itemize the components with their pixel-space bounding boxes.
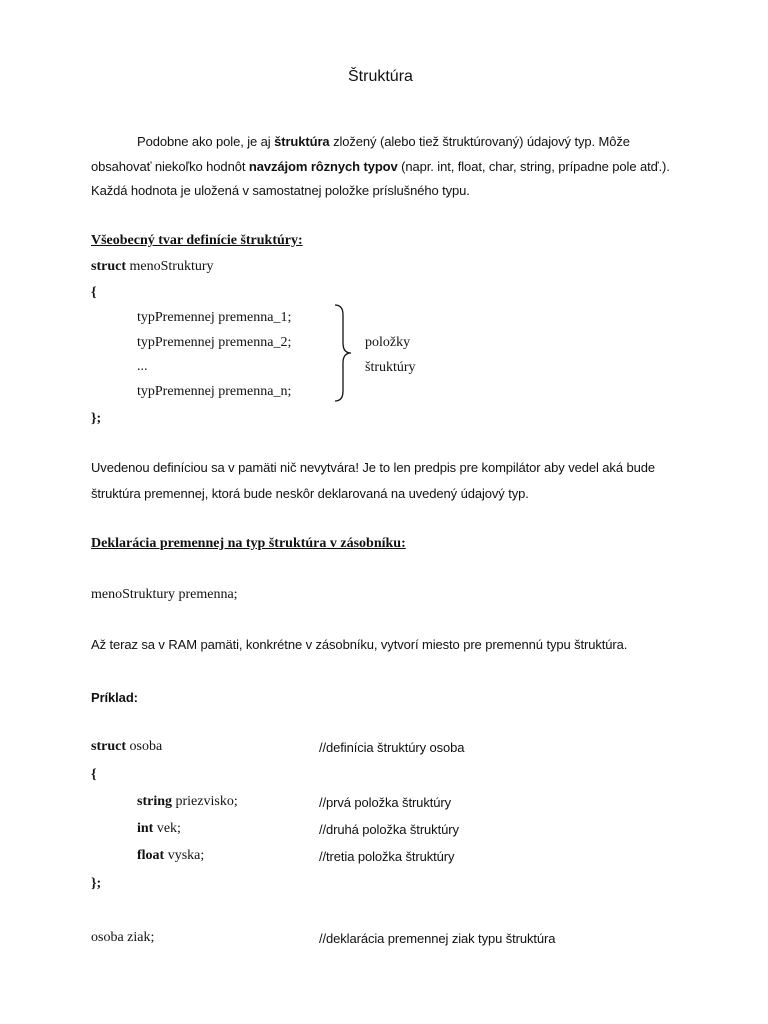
example-struct-keyword: struct (91, 739, 126, 754)
example-struct-comment: //definícia štruktúry osoba (319, 740, 465, 755)
example-field-1-name: priezvisko; (172, 794, 238, 809)
right-brace-graphic (333, 303, 353, 403)
example-field-2-comment: //druhá položka štruktúry (319, 822, 459, 837)
note-line-2: štruktúra premennej, ktorá bude neskôr deklarovaná na uvedený údajový typ. (91, 486, 529, 501)
intro-line-1-c: zložený (alebo tiež štruktúrovaný) údajový typ. Môže (329, 134, 630, 149)
page-title: Štruktúra (348, 68, 413, 85)
section-heading-declaration: Deklarácia premennej na typ štruktúra v zásobníku: (91, 536, 406, 551)
intro-line-2-a: obsahovať niekoľko hodnôt (91, 159, 249, 174)
example-struct-name: osoba (126, 739, 163, 754)
example-open-brace: { (91, 767, 97, 782)
close-brace: }; (91, 411, 102, 426)
struct-name: menoStruktury (126, 259, 214, 274)
example-heading: Príklad: (91, 690, 138, 705)
open-brace: { (91, 285, 97, 300)
intro-line-1 (137, 134, 630, 149)
intro-line-3: Každá hodnota je uložená v samostatnej položke príslušného typu. (91, 183, 470, 198)
member-line-2: typPremennej premenna_2; (137, 335, 292, 350)
example-declaration: osoba ziak; (91, 930, 155, 945)
section-heading-general-form: Všeobecný tvar definície štruktúry: (91, 233, 303, 248)
brace-label-structure: štruktúry (365, 360, 416, 375)
example-field-2-name: vek; (153, 821, 181, 836)
declaration-text: Až teraz sa v RAM pamäti, konkrétne v zásobníku, vytvorí miesto pre premennú typu štruktúra. (91, 637, 628, 652)
member-line-1: typPremennej premenna_1; (137, 310, 292, 325)
example-field-1-type: string (137, 794, 172, 809)
intro-line-2-c: (napr. int, float, char, string, prípadne pole atď.). (397, 159, 670, 174)
member-line-ellipsis: ... (137, 359, 148, 374)
example-close-brace: }; (91, 876, 102, 891)
example-field-3-name: vyska; (164, 848, 205, 863)
member-line-n: typPremennej premenna_n; (137, 384, 292, 399)
example-field-2-type: int (137, 821, 154, 836)
intro-line-1-bold: štruktúra (274, 134, 330, 149)
intro-line-2-bold: navzájom rôznych typov (248, 159, 398, 174)
example-field-3 (137, 848, 204, 864)
example-field-2 (137, 821, 181, 837)
example-field-1 (137, 794, 238, 810)
declaration-code: menoStruktury premenna; (91, 587, 238, 602)
intro-line-1-a: Podobne ako pole, je aj (137, 134, 275, 149)
intro-line-2 (91, 159, 670, 174)
struct-definition-line (91, 259, 214, 275)
example-field-3-type: float (137, 848, 165, 863)
example-field-1-comment: //prvá položka štruktúry (319, 795, 451, 810)
note-line-1: Uvedenou definíciou sa v pamäti nič nevytvára! Je to len predpis pre kompilátor aby vedel aká bude (91, 460, 655, 475)
example-declaration-comment: //deklarácia premennej ziak typu štruktúra (319, 931, 556, 946)
brace-label-items: položky (365, 335, 411, 350)
example-struct-line (91, 739, 162, 755)
example-field-3-comment: //tretia položka štruktúry (319, 849, 455, 864)
struct-keyword: struct (91, 259, 126, 274)
